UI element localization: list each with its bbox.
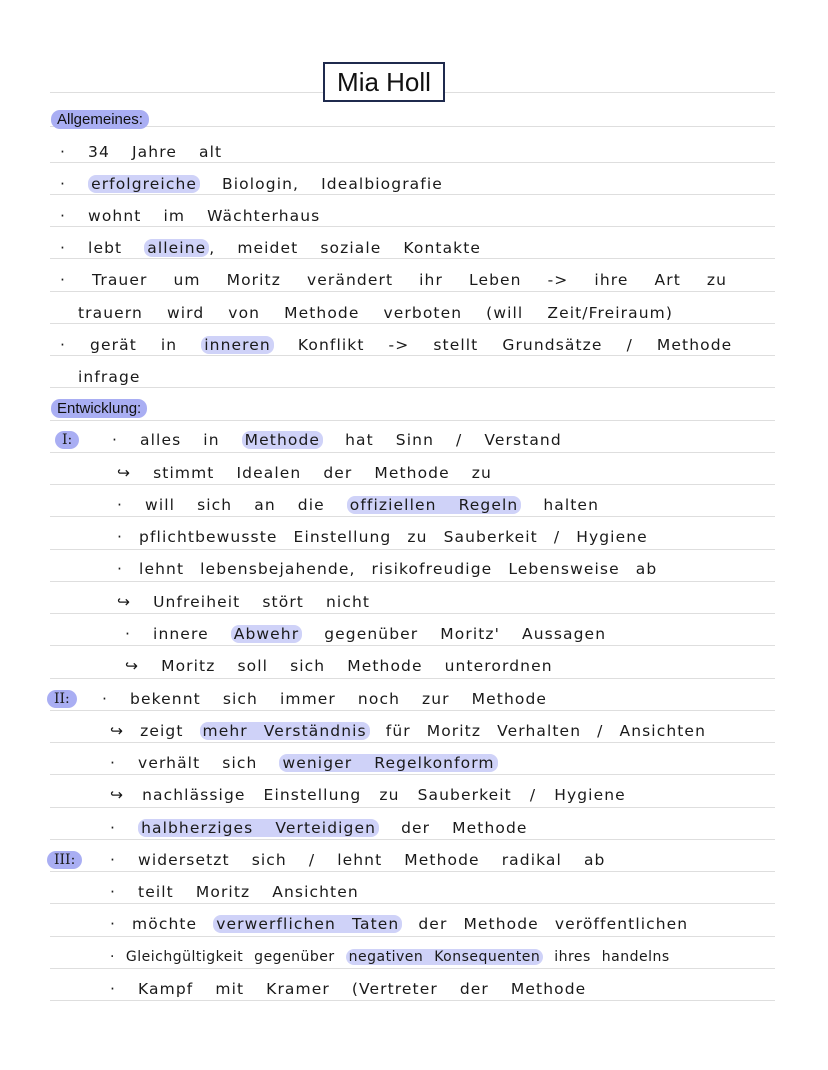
ruled-line xyxy=(50,581,775,582)
note-line xyxy=(110,720,706,742)
note-line: ↪ stimmt Idealen der Methode zu xyxy=(117,464,492,482)
note-line: · widersetzt sich / lehnt Methode radikal ab xyxy=(110,851,606,869)
note-text: · gerät in xyxy=(60,336,202,354)
ruled-line xyxy=(50,126,775,127)
note-text: · verhält sich xyxy=(110,754,280,772)
note-line xyxy=(117,494,599,516)
note-line: ↪ Unfreiheit stört nicht xyxy=(117,593,371,611)
ruled-line xyxy=(50,452,775,453)
note-line: · Kampf mit Kramer (Vertreter der Methode xyxy=(110,980,587,998)
note-text: für Moritz Verhalten / Ansichten xyxy=(369,722,706,740)
ruled-line xyxy=(50,1000,775,1001)
ruled-line xyxy=(50,807,775,808)
note-text: · lebt xyxy=(60,239,145,257)
note-text: ↪ zeigt xyxy=(110,722,200,740)
note-line: ↪ Moritz soll sich Methode unterordnen xyxy=(125,657,553,675)
highlighted-term: weniger Regelkonform xyxy=(279,754,497,772)
note-text: der Methode xyxy=(379,819,528,837)
highlighted-term: offiziellen Regeln xyxy=(347,496,522,514)
ruled-line xyxy=(50,710,775,711)
note-line xyxy=(125,623,606,645)
note-text: hat Sinn / Verstand xyxy=(323,431,562,449)
note-line: ↪ nachlässige Einstellung zu Sauberkeit / Hygiene xyxy=(110,786,626,804)
ruled-line xyxy=(50,420,775,421)
highlighted-term: mehr Verständnis xyxy=(200,722,370,740)
note-text: · xyxy=(110,819,139,837)
section-heading-entwicklung: Entwicklung: xyxy=(51,399,147,418)
phase-badge-1: I: xyxy=(55,431,79,449)
ruled-line xyxy=(50,613,775,614)
note-text: ihres handelns xyxy=(543,949,670,965)
highlighted-term: erfolgreiche xyxy=(88,175,200,193)
ruled-line xyxy=(50,968,775,969)
ruled-line xyxy=(50,291,775,292)
note-text: · will sich an die xyxy=(117,496,347,514)
note-text: , meidet soziale Kontakte xyxy=(209,239,482,257)
highlighted-term: Methode xyxy=(242,431,323,449)
note-line: · teilt Moritz Ansichten xyxy=(110,883,359,901)
highlighted-term: Abwehr xyxy=(231,625,302,643)
note-line: · lehnt lebensbejahende, risikofreudige Lebensweise ab xyxy=(117,560,658,578)
phase-badge-2: II: xyxy=(47,690,77,708)
note-line xyxy=(60,237,481,259)
note-line: · bekennt sich immer noch zur Methode xyxy=(102,690,548,708)
note-line xyxy=(110,817,528,839)
note-text: halten xyxy=(521,496,599,514)
note-line: infrage xyxy=(78,368,141,386)
note-text: der Methode veröffentlichen xyxy=(402,915,689,933)
ruled-line xyxy=(50,839,775,840)
note-text: · möchte xyxy=(110,915,214,933)
note-line: · wohnt im Wächterhaus xyxy=(60,207,321,225)
highlighted-term: inneren xyxy=(201,336,274,354)
note-text: · Gleichgültigkeit gegenüber xyxy=(110,949,346,965)
section-heading-allgemeines: Allgemeines: xyxy=(51,110,149,129)
note-line: · pflichtbewusste Einstellung zu Sauberkeit / Hygiene xyxy=(117,528,648,546)
ruled-line xyxy=(50,742,775,743)
ruled-line xyxy=(50,516,775,517)
bullet: · xyxy=(60,175,89,193)
ruled-line xyxy=(50,549,775,550)
note-line: · 34 Jahre alt xyxy=(60,143,223,161)
highlighted-term: verwerflichen Taten xyxy=(213,915,402,933)
note-line xyxy=(112,429,562,451)
note-line xyxy=(60,334,732,356)
note-line: trauern wird von Methode verboten (will Zeit/Freiraum) xyxy=(78,304,674,322)
note-text: Biologin, Idealbiografie xyxy=(200,175,443,193)
ruled-line xyxy=(50,645,775,646)
ruled-line xyxy=(50,484,775,485)
page-title: Mia Holl xyxy=(323,62,445,102)
note-line xyxy=(110,946,670,968)
note-text: gegenüber Moritz' Aussagen xyxy=(302,625,607,643)
highlighted-term: halbherziges Verteidigen xyxy=(138,819,379,837)
note-text: Konflikt -> stellt Grundsätze / Methode xyxy=(273,336,733,354)
ruled-line xyxy=(50,936,775,937)
note-line: · Trauer um Moritz verändert ihr Leben -> ihre Art zu xyxy=(60,271,728,289)
note-line xyxy=(110,913,688,935)
ruled-line xyxy=(50,903,775,904)
note-line xyxy=(110,752,498,774)
phase-badge-3: III: xyxy=(47,851,82,869)
ruled-line xyxy=(50,387,775,388)
note-text: · innere xyxy=(125,625,231,643)
highlighted-term: alleine xyxy=(144,239,209,257)
note-text: · alles in xyxy=(112,431,242,449)
ruled-line xyxy=(50,678,775,679)
highlighted-term: negativen Konsequenten xyxy=(346,949,544,965)
ruled-line xyxy=(50,871,775,872)
note-line xyxy=(60,173,443,195)
ruled-line xyxy=(50,774,775,775)
